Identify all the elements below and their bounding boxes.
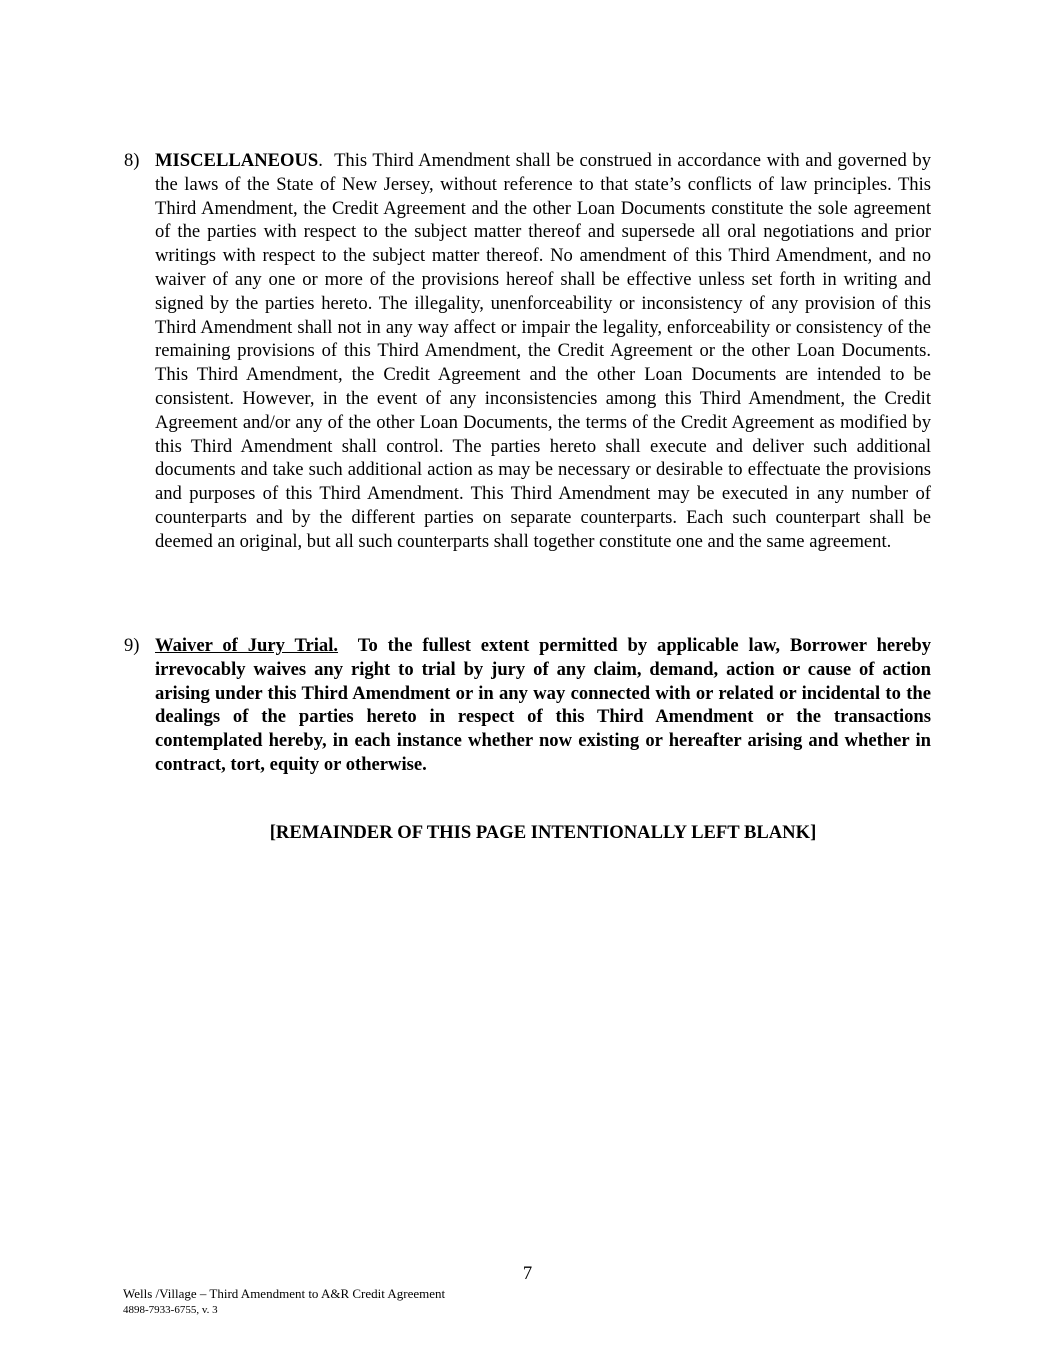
section-number: 8) [124, 150, 140, 171]
footer-document-title: Wells /Village – Third Amendment to A&R Credit Agreement [123, 1286, 446, 1301]
footer-document-id: 4898-7933-6755, v. 3 [123, 1304, 218, 1316]
section-body [155, 149, 931, 554]
section-heading: Waiver of Jury Trial. [155, 635, 339, 656]
section-9-waiver-of-jury-trial [124, 634, 931, 777]
section-8-miscellaneous [124, 149, 931, 554]
blank-page-notice: [REMAINDER OF THIS PAGE INTENTIONALLY LEFT BLANK] [269, 822, 817, 843]
page-number: 7 [522, 1263, 533, 1284]
section-heading-suffix: . [318, 150, 323, 171]
section-heading: MISCELLANEOUS [155, 150, 319, 171]
section-number: 9) [124, 635, 140, 656]
section-text: To the fullest extent permitted by applicable law, Borrower hereby irrevocably waives any right to trial by jury of any claim, demand, action or cause of action arising under this Third Amendment or in any way connected with or related or incidental to the dealings of the parties hereto in respect of this Third Amendment or the transactions contemplated hereby, in each instance whether now existing or hereafter arising and whether in contract, tort, equity or otherwise. [155, 635, 931, 775]
section-body [155, 634, 931, 777]
section-text: This Third Amendment shall be construed in accordance with and governed by the laws of the State of New Jersey, without reference to that state’s conflicts of law principles. This Third Amendment, the Credit Agreement and the other Loan Documents constitute the sole agreement of the parties with respect to the subject matter thereof and supersede all oral negotiations and prior writings with respect to the subject matter thereof. No amendment of this Third Amendment, and no waiver of any one or more of the provisions hereof shall be effective unless set forth in writing and signed by the parties hereto. The illegality, unenforceability or inconsistency of any provision of this Third Amendment shall not in any way affect or impair the legality, enforceability or consistency of the remaining provisions of this Third Amendment, the Credit Agreement or the other Loan Documents. This Third Amendment, the Credit Agreement and the other Loan Documents are intended to be consistent. However, in the event of any inconsistencies among this Third Amendment, the Credit Agreement and/or any of the other Loan Documents, the terms of the Credit Agreement as modified by this Third Amendment shall control. The parties hereto shall execute and deliver such additional documents and take such additional action as may be necessary or desirable to effectuate the provisions and purposes of this Third Amendment. This Third Amendment may be executed in any number of counterparts and by the different parties on separate counterparts. Each such counterpart shall be deemed an original, but all such counterparts shall together constitute one and the same agreement. [155, 150, 932, 552]
